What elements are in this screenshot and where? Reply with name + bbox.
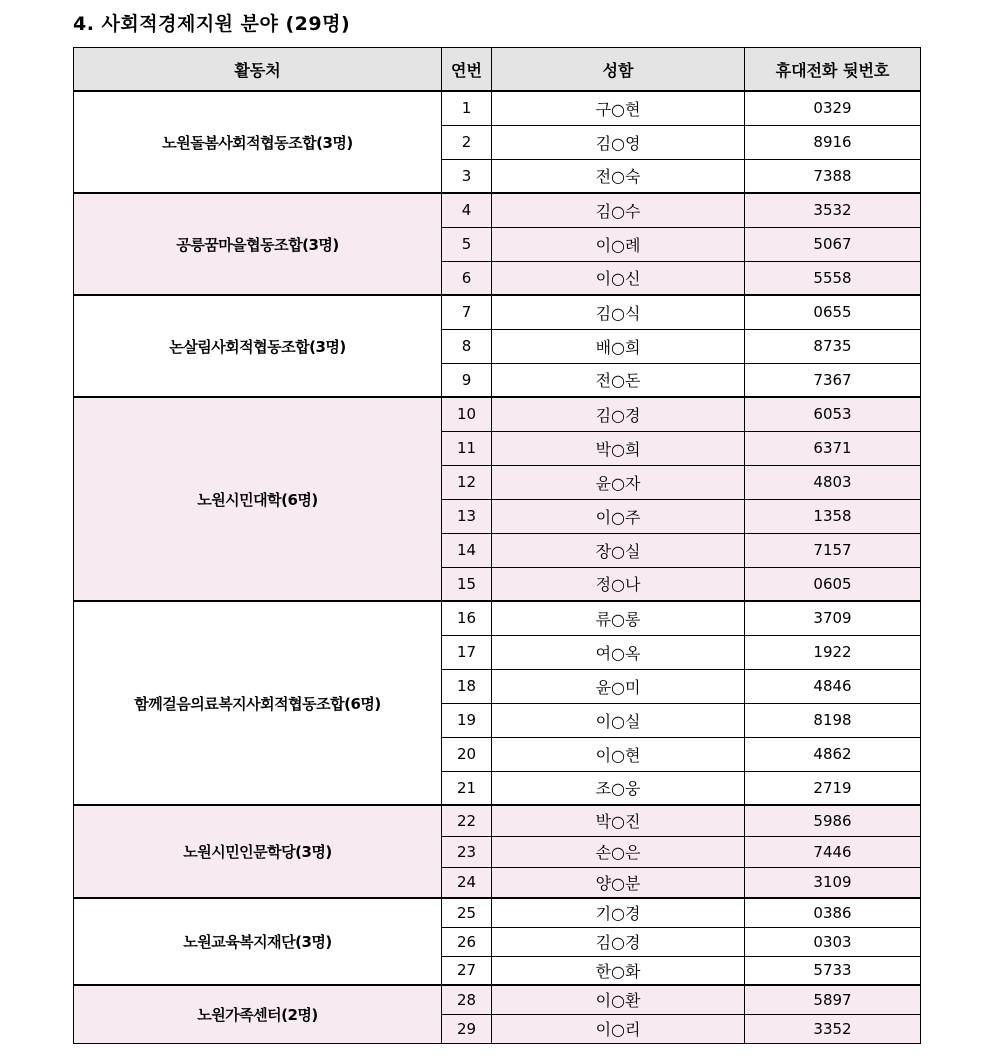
phone-cell: 0329 [745,91,921,125]
number-cell: 8 [442,329,492,363]
number-cell: 11 [442,431,492,465]
number-cell: 13 [442,499,492,533]
table-row [74,805,921,836]
name-cell: 구○현 [492,91,745,125]
name-cell: 이○주 [492,499,745,533]
phone-cell: 5986 [745,805,921,836]
org-cell: 함께걸음의료복지사회적협동조합(6명) [74,601,442,805]
name-cell: 전○돈 [492,363,745,397]
table-row [74,295,921,329]
name-cell: 김○경 [492,927,745,956]
phone-cell: 1358 [745,499,921,533]
phone-cell: 8916 [745,125,921,159]
number-cell: 12 [442,465,492,499]
number-cell: 14 [442,533,492,567]
name-cell: 이○리 [492,1014,745,1043]
name-cell: 윤○자 [492,465,745,499]
column-header-number: 연번 [442,48,492,92]
org-cell: 노원교육복지재단(3명) [74,898,442,985]
number-cell: 10 [442,397,492,431]
phone-cell: 2719 [745,771,921,805]
org-cell: 노원시민인문학당(3명) [74,805,442,898]
number-cell: 29 [442,1014,492,1043]
roster-body [74,91,921,1043]
number-cell: 18 [442,669,492,703]
number-cell: 2 [442,125,492,159]
phone-cell: 0303 [745,927,921,956]
number-cell: 4 [442,193,492,227]
phone-cell: 8198 [745,703,921,737]
name-cell: 윤○미 [492,669,745,703]
name-cell: 김○수 [492,193,745,227]
number-cell: 21 [442,771,492,805]
name-cell: 이○현 [492,737,745,771]
phone-cell: 4803 [745,465,921,499]
table-row [74,898,921,927]
number-cell: 5 [442,227,492,261]
org-cell: 노원가족센터(2명) [74,985,442,1043]
name-cell: 여○옥 [492,635,745,669]
name-cell: 손○은 [492,836,745,867]
phone-cell: 5733 [745,956,921,985]
phone-cell: 3109 [745,867,921,898]
table-row [74,91,921,125]
name-cell: 이○환 [492,985,745,1014]
number-cell: 15 [442,567,492,601]
number-cell: 22 [442,805,492,836]
name-cell: 이○례 [492,227,745,261]
number-cell: 24 [442,867,492,898]
name-cell: 박○진 [492,805,745,836]
phone-cell: 6053 [745,397,921,431]
table-row [74,193,921,227]
name-cell: 김○영 [492,125,745,159]
number-cell: 27 [442,956,492,985]
name-cell: 박○희 [492,431,745,465]
table-row [74,985,921,1014]
name-cell: 한○화 [492,956,745,985]
table-row [74,601,921,635]
table-header-row [74,48,921,92]
number-cell: 3 [442,159,492,193]
name-cell: 김○경 [492,397,745,431]
phone-cell: 3532 [745,193,921,227]
table-row [74,397,921,431]
phone-cell: 8735 [745,329,921,363]
name-cell: 이○실 [492,703,745,737]
phone-cell: 5897 [745,985,921,1014]
phone-cell: 0605 [745,567,921,601]
phone-cell: 7388 [745,159,921,193]
number-cell: 23 [442,836,492,867]
name-cell: 기○경 [492,898,745,927]
number-cell: 1 [442,91,492,125]
number-cell: 26 [442,927,492,956]
name-cell: 이○신 [492,261,745,295]
phone-cell: 3709 [745,601,921,635]
org-cell: 공릉꿈마을협동조합(3명) [74,193,442,295]
org-cell: 논살림사회적협동조합(3명) [74,295,442,397]
name-cell: 전○숙 [492,159,745,193]
column-header-name: 성함 [492,48,745,92]
phone-cell: 4862 [745,737,921,771]
column-header-org: 활동처 [74,48,442,92]
name-cell: 배○희 [492,329,745,363]
org-cell: 노원시민대학(6명) [74,397,442,601]
column-header-phone: 휴대전화 뒷번호 [745,48,921,92]
number-cell: 9 [442,363,492,397]
org-cell: 노원돌봄사회적협동조합(3명) [74,91,442,193]
number-cell: 17 [442,635,492,669]
phone-cell: 4846 [745,669,921,703]
roster-table [73,47,921,1044]
name-cell: 김○식 [492,295,745,329]
number-cell: 28 [442,985,492,1014]
number-cell: 20 [442,737,492,771]
name-cell: 정○나 [492,567,745,601]
phone-cell: 7157 [745,533,921,567]
phone-cell: 6371 [745,431,921,465]
phone-cell: 5558 [745,261,921,295]
name-cell: 류○롱 [492,601,745,635]
number-cell: 6 [442,261,492,295]
number-cell: 19 [442,703,492,737]
number-cell: 16 [442,601,492,635]
name-cell: 조○웅 [492,771,745,805]
phone-cell: 7367 [745,363,921,397]
page-title: 4. 사회적경제지원 분야 (29명) [73,13,351,35]
number-cell: 7 [442,295,492,329]
name-cell: 양○분 [492,867,745,898]
phone-cell: 0655 [745,295,921,329]
phone-cell: 0386 [745,898,921,927]
name-cell: 장○실 [492,533,745,567]
phone-cell: 7446 [745,836,921,867]
number-cell: 25 [442,898,492,927]
phone-cell: 3352 [745,1014,921,1043]
phone-cell: 5067 [745,227,921,261]
phone-cell: 1922 [745,635,921,669]
